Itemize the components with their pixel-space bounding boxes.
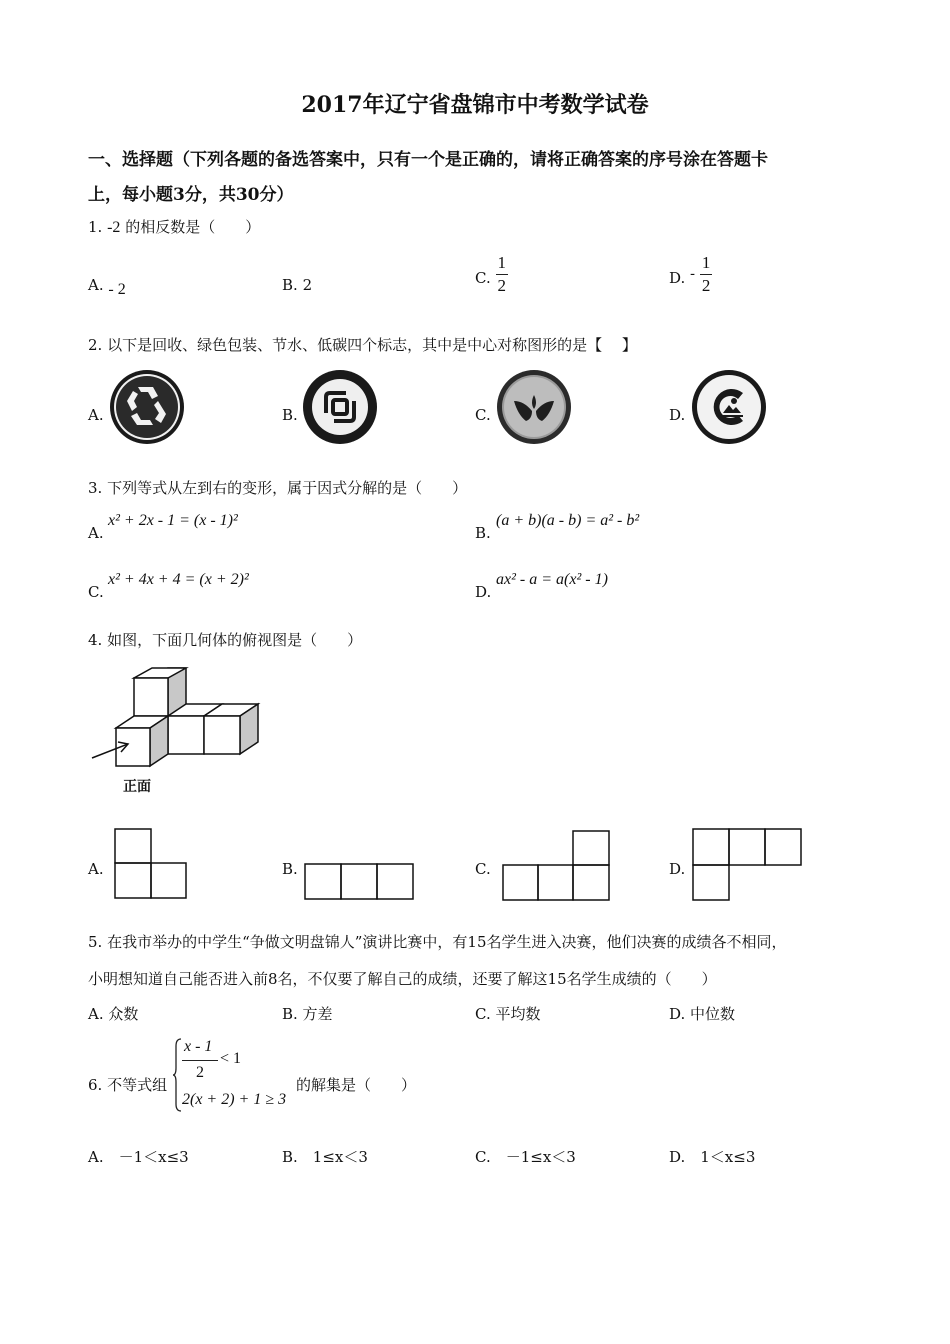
option-value: 2 — [302, 276, 313, 294]
q2-option-a[interactable] — [88, 406, 104, 424]
q1-stem-text: 的相反数是（ ） — [125, 218, 261, 236]
q1-option-d[interactable] — [669, 252, 712, 297]
q1-neg2: -2 — [107, 219, 121, 236]
q1-option-a[interactable] — [88, 276, 126, 298]
fraction-bar — [182, 1060, 218, 1061]
q6-option-b[interactable]: B. 1≤x＜3 — [282, 1148, 368, 1166]
q4-option-b[interactable] — [304, 863, 414, 901]
q3-option-c-label: C. — [88, 583, 104, 601]
q5-option-c[interactable]: C. 平均数 — [475, 1005, 541, 1023]
q6-option-a[interactable]: A. －1＜x≤3 — [88, 1148, 189, 1166]
q4-option-d-label: D. — [669, 860, 686, 878]
fraction — [496, 252, 509, 297]
question-5-line1: 5. 在我市举办的中学生“争做文明盘锦人”演讲比赛中，有15名学生进入决赛，他们决赛的成绩各不相同， — [88, 933, 787, 951]
water-saving-logo-icon — [496, 369, 572, 445]
option-label: B. — [282, 276, 298, 294]
option-label: A. — [88, 276, 104, 294]
option-value: - 2 — [108, 281, 126, 298]
q1-option-c[interactable] — [475, 252, 508, 297]
q4-option-c[interactable] — [502, 830, 610, 902]
q1-number: 1. — [88, 218, 103, 236]
question-6-prefix: 6. 不等式组 — [88, 1076, 168, 1094]
q3-option-a-label: A. — [88, 524, 104, 542]
q2-option-c[interactable] — [475, 406, 491, 424]
front-view-label: 正面 — [123, 779, 151, 795]
q4-option-b-label: B. — [282, 860, 298, 878]
q3-option-b[interactable]: (a + b)(a - b) = a² - b² — [496, 512, 640, 529]
q6-option-d[interactable]: D. 1＜x≤3 — [669, 1148, 756, 1166]
q3-option-a[interactable]: x² + 2x - 1 = (x - 1)² — [108, 512, 238, 529]
inequality-2: 2(x + 2) + 1 ≥ 3 — [182, 1091, 287, 1108]
option-label: D. — [669, 268, 686, 287]
section-header-line2: 上，每小题3分，共30分） — [88, 185, 294, 205]
q3-option-d-label: D. — [475, 583, 492, 601]
fraction-denominator: 2 — [701, 276, 711, 295]
low-carbon-logo-icon — [691, 369, 767, 445]
q4-option-a[interactable] — [114, 828, 188, 900]
q6-option-c[interactable]: C. －1≤x＜3 — [475, 1148, 576, 1166]
section-header-line1: 一、选择题（下列各题的备选答案中，只有一个是正确的，请将正确答案的序号涂在答题卡 — [88, 150, 768, 170]
option-label: C. — [475, 406, 491, 424]
recycle-logo-icon — [108, 369, 186, 445]
q3-option-c[interactable]: x² + 4x + 4 = (x + 2)² — [108, 571, 249, 588]
minus-sign: - — [690, 264, 696, 283]
question-1-stem — [88, 216, 260, 237]
option-label: B. — [282, 406, 298, 424]
fraction-denominator: 2 — [497, 276, 506, 295]
fraction — [700, 252, 713, 297]
question-6-suffix: 的解集是（ ） — [296, 1076, 417, 1094]
fraction-numerator: 1 — [700, 252, 713, 275]
q4-option-d[interactable] — [692, 828, 802, 902]
question-4-stem: 4. 如图，下面几何体的俯视图是（ ） — [88, 631, 363, 649]
question-5-line2: 小明想知道自己能否进入前8名，不仅要了解自己的成绩，还要了解这15名学生成绩的（ ） — [88, 970, 717, 988]
q3-option-d[interactable]: ax² - a = a(x² - 1) — [496, 571, 608, 588]
q3-option-b-label: B. — [475, 524, 491, 542]
q5-option-d[interactable]: D. 中位数 — [669, 1005, 736, 1023]
q1-option-b[interactable] — [282, 276, 312, 294]
option-label: D. — [669, 406, 686, 424]
option-label: C. — [475, 268, 491, 287]
brace-icon — [172, 1038, 182, 1112]
fraction-numerator: 1 — [496, 252, 509, 275]
question-2-stem: 2. 以下是回收、绿色包装、节水、低碳四个标志，其中是中心对称图形的是【 】 — [88, 336, 637, 354]
q2-option-b[interactable] — [282, 406, 298, 424]
green-packaging-logo-icon — [302, 369, 378, 445]
q5-option-a[interactable]: A. 众数 — [88, 1005, 139, 1023]
page-title: 2017年辽宁省盘锦市中考数学试卷 — [301, 92, 649, 118]
inequality-1-denominator: 2 — [196, 1064, 204, 1081]
inequality-1-rhs: < 1 — [220, 1050, 242, 1067]
q2-option-d[interactable] — [669, 406, 685, 424]
q4-option-a-label: A. — [88, 860, 104, 878]
q5-option-b[interactable]: B. 方差 — [282, 1005, 333, 1023]
option-label: A. — [88, 406, 104, 424]
inequality-1-numerator: x - 1 — [184, 1038, 213, 1055]
q4-option-c-label: C. — [475, 860, 491, 878]
question-3-stem: 3. 下列等式从左到右的变形，属于因式分解的是（ ） — [88, 479, 468, 497]
solid-figure-diagram — [88, 664, 268, 774]
